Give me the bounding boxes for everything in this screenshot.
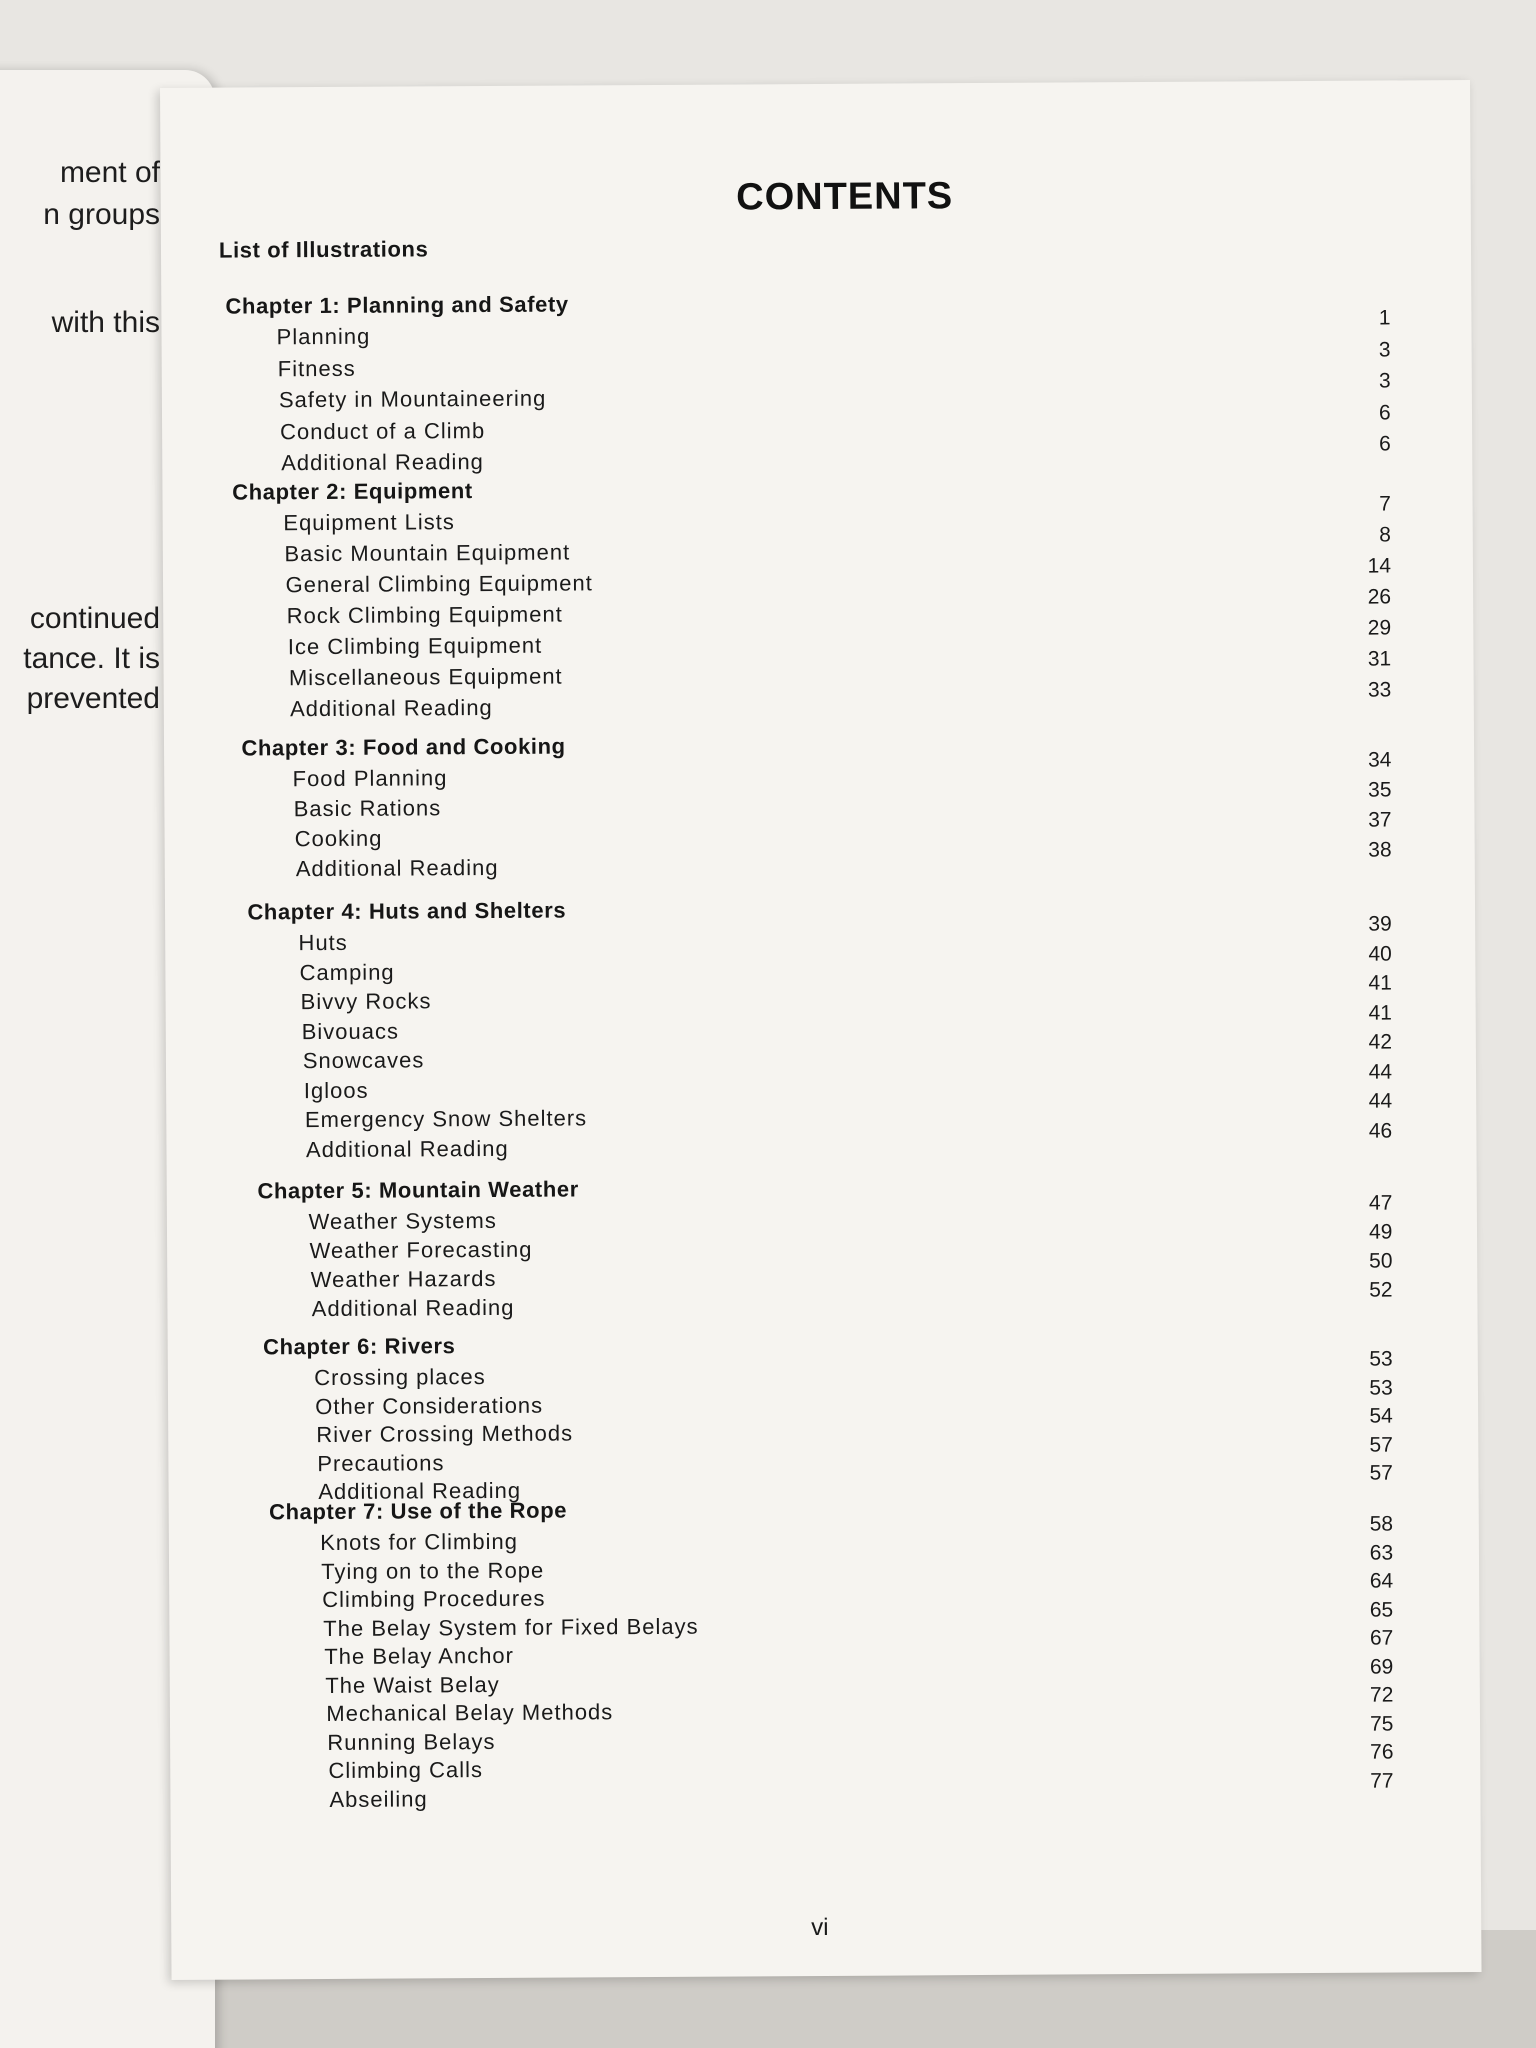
page-folio: vi xyxy=(811,1913,829,1942)
chapter-heading: Chapter 3: Food and Cooking xyxy=(241,733,566,761)
toc-entry: The Belay System for Fixed Belays xyxy=(323,1613,699,1641)
toc-page-number: 33 xyxy=(1367,678,1392,702)
toc-entry: Additional Reading xyxy=(305,1135,509,1162)
facing-page-line: n groups xyxy=(43,198,160,231)
chapter-heading: Chapter 5: Mountain Weather xyxy=(257,1176,579,1204)
chapter-heading: Chapter 6: Rivers xyxy=(263,1333,456,1360)
toc-page-number: 65 xyxy=(1369,1597,1394,1622)
toc-entry: The Belay Anchor xyxy=(324,1642,515,1670)
toc-page-number: 41 xyxy=(1368,1000,1393,1025)
facing-page-line: with this xyxy=(51,306,160,339)
toc-page-number: 49 xyxy=(1368,1220,1393,1244)
toc-entry: Other Considerations xyxy=(315,1392,544,1419)
chapter-heading: Chapter 1: Planning and Safety xyxy=(225,291,569,319)
toc-page-number: 6 xyxy=(1378,432,1391,456)
toc-page-number: 50 xyxy=(1369,1249,1393,1273)
toc-entry: Knots for Climbing xyxy=(320,1528,518,1556)
toc-page-number: 57 xyxy=(1369,1461,1393,1485)
toc-page-number: 57 xyxy=(1369,1432,1393,1457)
toc-entry: Basic Mountain Equipment xyxy=(284,539,571,567)
toc-entry: Food Planning xyxy=(292,765,448,792)
chapter-heading: Chapter 7: Use of the Rope xyxy=(268,1497,568,1525)
facing-page-text xyxy=(0,70,160,870)
toc-entry: Ice Climbing Equipment xyxy=(287,632,543,660)
toc-entry: Igloos xyxy=(303,1077,369,1103)
toc-entry: Rock Climbing Equipment xyxy=(286,601,563,629)
toc-entry: River Crossing Methods xyxy=(316,1420,574,1448)
toc-entry: Additional Reading xyxy=(311,1294,515,1322)
toc-page-number: 40 xyxy=(1368,941,1392,966)
toc-page-number: 44 xyxy=(1368,1089,1393,1113)
toc-entry: Weather Hazards xyxy=(310,1265,497,1293)
toc-entry: Safety in Mountaineering xyxy=(278,385,547,413)
toc-page-number: 64 xyxy=(1369,1569,1394,1593)
facing-page-line: tance. It is xyxy=(23,642,160,675)
toc-entry: Weather Forecasting xyxy=(309,1236,533,1264)
toc-entry: Additional Reading xyxy=(281,449,484,476)
toc-entry: Snowcaves xyxy=(302,1047,425,1074)
toc-entry: Fitness xyxy=(277,355,356,381)
toc-entry: Abseiling xyxy=(329,1785,428,1812)
toc-entry: Bivouacs xyxy=(301,1018,400,1044)
toc-page-number: 6 xyxy=(1378,401,1391,425)
facing-page-line: continued xyxy=(29,602,160,635)
toc-page-number: 35 xyxy=(1368,778,1392,802)
toc-entry: Huts xyxy=(298,929,348,956)
toc-page-number: 76 xyxy=(1370,1740,1394,1764)
toc-page-number: 52 xyxy=(1369,1278,1393,1302)
chapter-heading: Chapter 4: Huts and Shelters xyxy=(247,897,567,925)
toc-page-number: 14 xyxy=(1367,554,1392,578)
toc-entry: Additional Reading xyxy=(318,1477,522,1505)
page-title: CONTENTS xyxy=(736,175,954,219)
toc-entry: Camping xyxy=(299,959,395,985)
toc-entry: Emergency Snow Shelters xyxy=(304,1105,588,1133)
toc-entry: Additional Reading xyxy=(295,854,499,882)
toc-page-number: 47 xyxy=(1368,1191,1393,1215)
toc-entry: Weather Systems xyxy=(308,1207,497,1235)
toc-entry: Crossing places xyxy=(314,1364,486,1391)
toc-page-number: 69 xyxy=(1369,1654,1394,1679)
toc-page-number: 42 xyxy=(1368,1030,1393,1054)
toc-page-number: 54 xyxy=(1369,1404,1393,1428)
toc-page-number: 53 xyxy=(1369,1375,1393,1400)
toc-page-number: 72 xyxy=(1369,1683,1394,1707)
toc-entry: Cooking xyxy=(294,825,383,852)
toc-entry: Miscellaneous Equipment xyxy=(288,663,563,691)
toc-entry: Basic Rations xyxy=(293,795,442,822)
toc-entry: Climbing Calls xyxy=(328,1757,484,1784)
toc-page-number: 37 xyxy=(1368,808,1392,832)
toc-page-number: 38 xyxy=(1368,838,1392,862)
facing-page-line: prevented xyxy=(26,682,160,715)
contents-page xyxy=(160,80,1482,1980)
toc-page-number: 75 xyxy=(1370,1711,1394,1736)
toc-page-number: 26 xyxy=(1367,585,1392,609)
toc-entry: Equipment Lists xyxy=(283,509,455,536)
toc-page-number: 53 xyxy=(1369,1347,1393,1371)
toc-page-number: 1 xyxy=(1378,306,1391,330)
toc-page-number: 31 xyxy=(1367,647,1392,671)
toc-page-number: 3 xyxy=(1378,369,1391,393)
toc-entry: Tying on to the Rope xyxy=(321,1557,545,1584)
toc-entry: Planning xyxy=(276,323,371,350)
toc-entry: Running Belays xyxy=(327,1728,496,1755)
toc-entry: The Waist Belay xyxy=(325,1671,500,1698)
toc-page-number: 34 xyxy=(1367,748,1392,772)
toc-page-number: 58 xyxy=(1369,1512,1394,1536)
toc-page-number: 3 xyxy=(1378,338,1391,362)
toc-page-number: 29 xyxy=(1367,616,1392,640)
toc-page-number: 8 xyxy=(1379,523,1391,547)
toc-entry: Additional Reading xyxy=(289,694,493,722)
facing-page-line: ment of xyxy=(59,156,160,189)
toc-entry: Climbing Procedures xyxy=(322,1585,546,1613)
toc-page-number: 7 xyxy=(1379,492,1391,516)
toc-entry: Mechanical Belay Methods xyxy=(326,1699,614,1727)
toc-entry: Conduct of a Climb xyxy=(279,417,486,445)
toc-page-number: 39 xyxy=(1368,912,1392,936)
toc-entry: Precautions xyxy=(317,1449,445,1476)
chapter-heading: Chapter 2: Equipment xyxy=(232,478,473,505)
toc-page-number: 44 xyxy=(1368,1059,1393,1084)
list-of-illustrations: List of Illustrations xyxy=(218,236,429,263)
toc-page-number: 77 xyxy=(1370,1768,1394,1793)
toc-entry: Bivvy Rocks xyxy=(300,988,432,1015)
toc-page-number: 46 xyxy=(1368,1118,1393,1143)
toc-entry: General Climbing Equipment xyxy=(285,570,593,598)
toc-page-number: 41 xyxy=(1368,971,1392,995)
toc-page-number: 63 xyxy=(1369,1540,1394,1565)
toc-page-number: 67 xyxy=(1369,1626,1394,1650)
table-of-contents xyxy=(160,80,1482,1980)
